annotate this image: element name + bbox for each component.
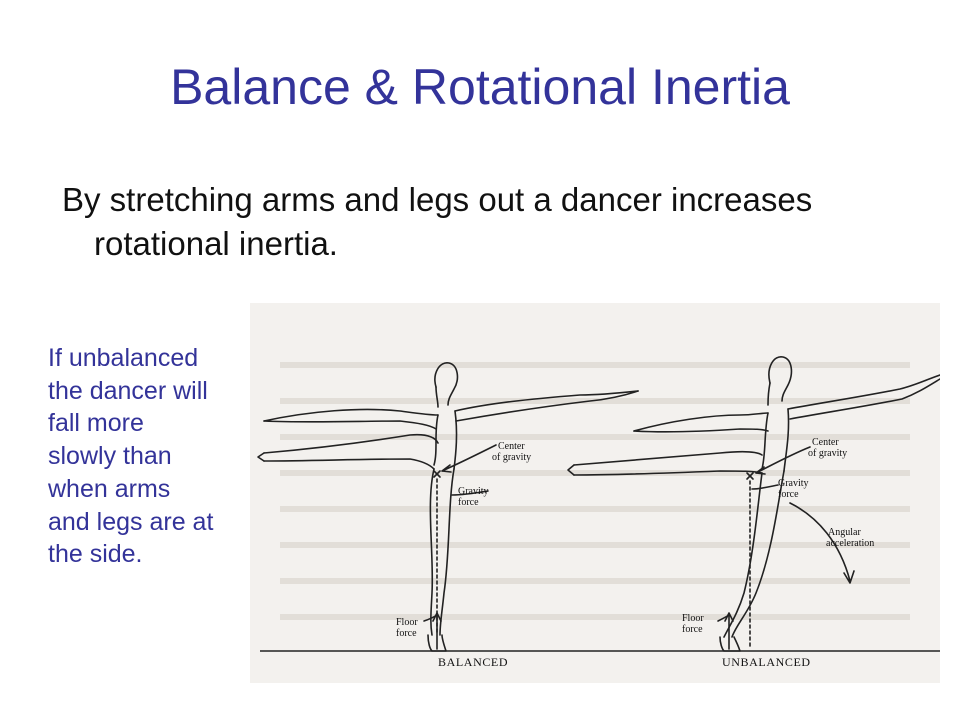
balanced-gravity-label-1: Gravity: [458, 486, 489, 497]
angular-acceleration-label-2: acceleration: [826, 538, 875, 549]
angular-acceleration-label-1: Angular: [828, 527, 861, 538]
unbalanced-caption: UNBALANCED: [722, 655, 811, 669]
side-note-line: the side.: [48, 540, 143, 569]
side-note: [48, 342, 298, 571]
side-note-line: and legs are at: [48, 507, 214, 536]
balanced-cog-label-1: Center: [498, 441, 525, 452]
side-note-line: fall more: [48, 409, 144, 438]
background-texture: [280, 365, 910, 617]
bullet-text: By stretching arms and legs out a dancer increases rotational inertia.: [62, 181, 813, 262]
unbalanced-floor-label-1: Floor: [682, 613, 704, 624]
side-note-line: when arms: [48, 474, 171, 503]
unbalanced-gravity-label-1: Gravity: [778, 478, 809, 489]
unbalanced-gravity-label-2: force: [778, 489, 799, 500]
side-note-line: slowly than: [48, 442, 172, 471]
balanced-cog-label-2: of gravity: [492, 452, 532, 463]
dancer-figure: [250, 303, 940, 683]
side-note-line: the dancer will: [48, 376, 208, 405]
balanced-floor-label-1: Floor: [396, 617, 418, 628]
balanced-floor-label-2: force: [396, 628, 417, 639]
slide-title: Balance & Rotational Inertia: [170, 59, 790, 115]
unbalanced-floor-label-2: force: [682, 624, 703, 635]
balanced-caption: BALANCED: [438, 655, 509, 669]
unbalanced-cog-label-1: Center: [812, 437, 839, 448]
dancer-diagram: [250, 303, 940, 683]
unbalanced-cog-label-2: of gravity: [808, 448, 848, 459]
balanced-gravity-label-2: force: [458, 497, 479, 508]
side-note-line: If unbalanced: [48, 344, 199, 372]
